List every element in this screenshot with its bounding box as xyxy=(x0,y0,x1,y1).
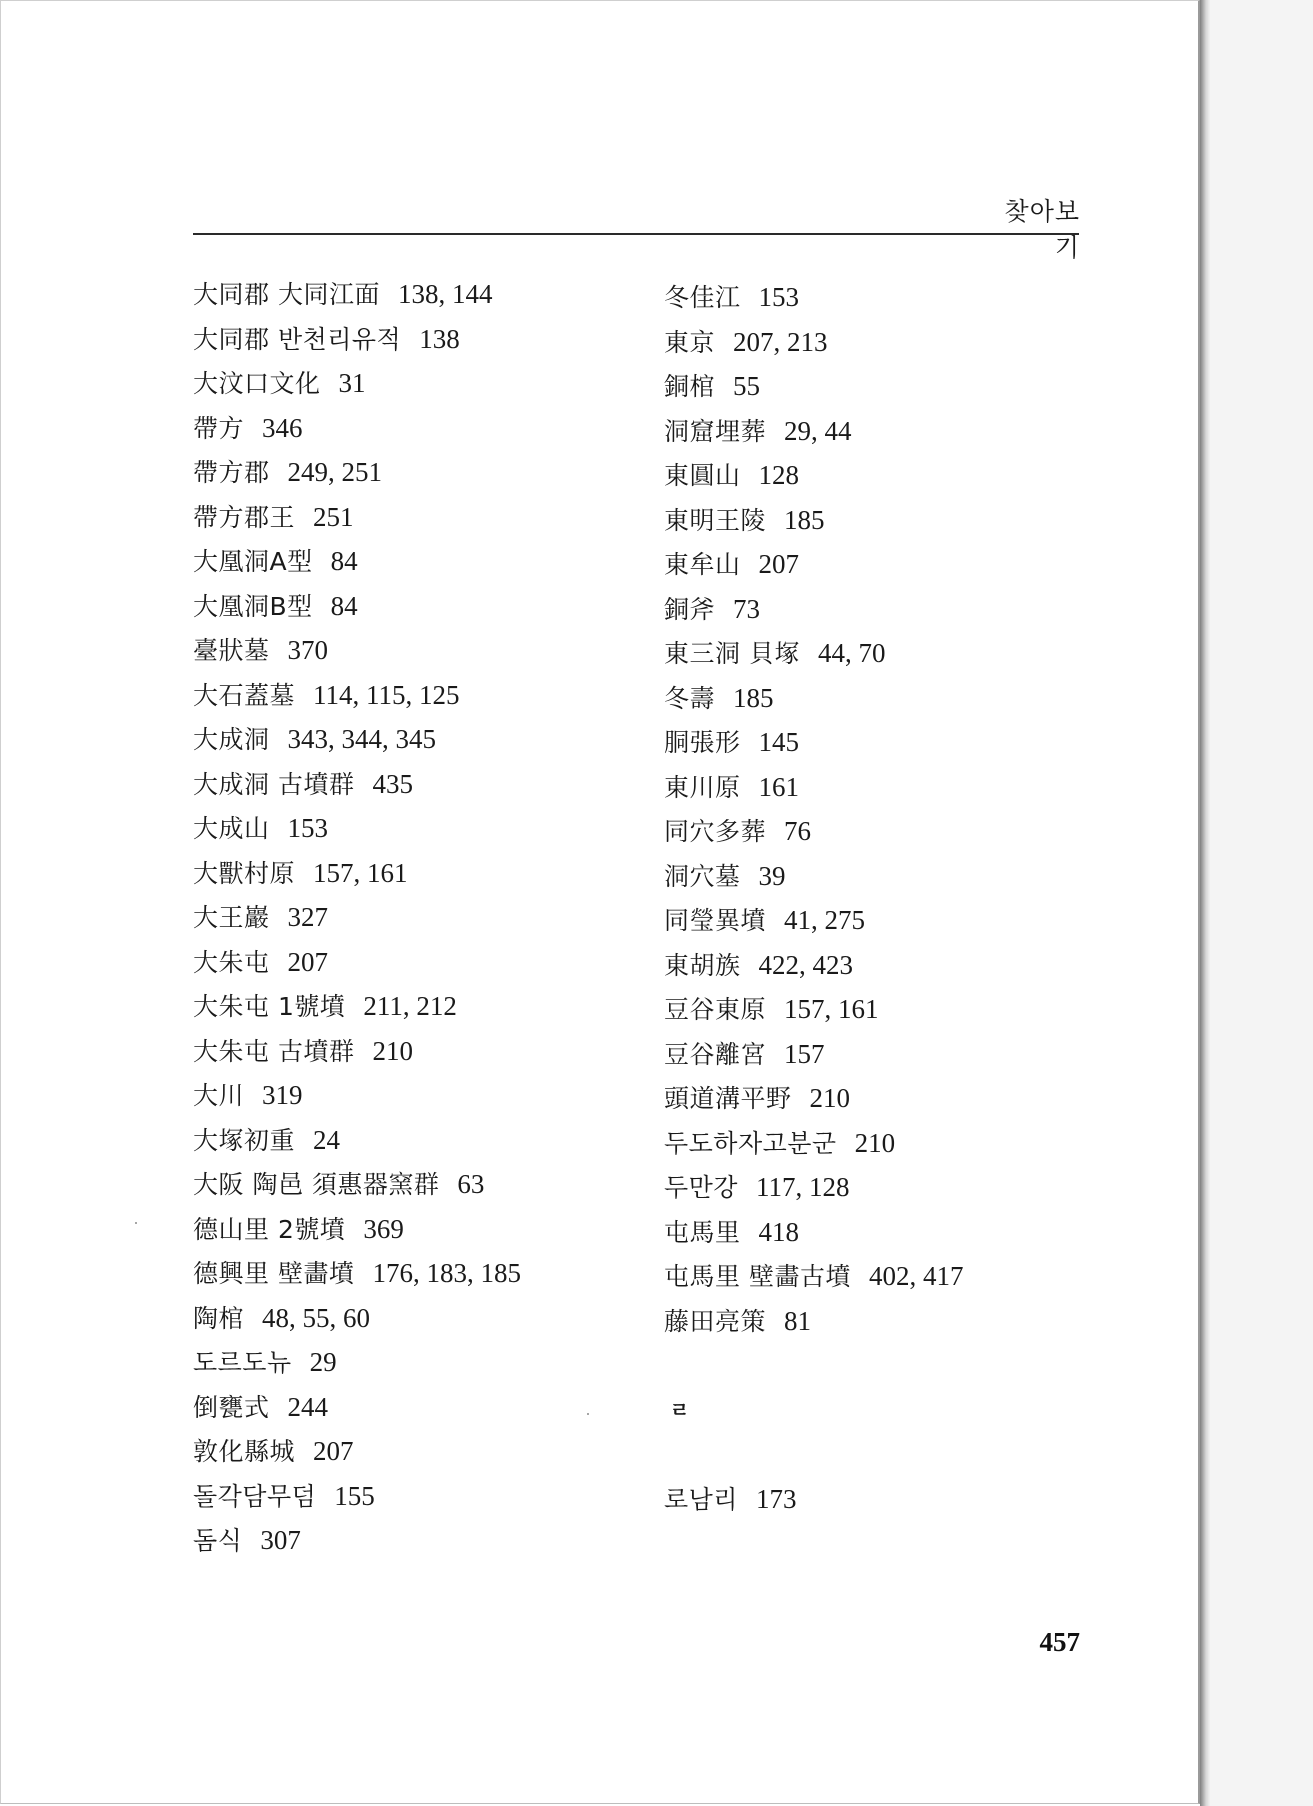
index-term: 胴張形 xyxy=(664,728,741,757)
index-pages: 418 xyxy=(758,1216,800,1247)
index-pages: 307 xyxy=(260,1525,301,1555)
index-term: 大獸村原 xyxy=(193,858,296,888)
index-term: 豆谷離宮 xyxy=(664,1039,767,1069)
index-pages: 173 xyxy=(755,1483,797,1514)
index-pages: 207 xyxy=(287,946,329,977)
index-term: 大王巖 xyxy=(193,903,270,932)
index-pages: 63 xyxy=(457,1169,485,1199)
index-pages: 176, 183, 185 xyxy=(372,1258,521,1288)
index-term: 屯馬里 壁畵古墳 xyxy=(664,1262,851,1291)
index-entry xyxy=(193,717,633,762)
index-entry xyxy=(193,1296,633,1341)
index-term: 德山里 2號墳 xyxy=(193,1214,346,1244)
index-entry xyxy=(664,275,1084,320)
index-pages: 114, 115, 125 xyxy=(313,679,460,710)
page-edge-shadow xyxy=(1200,0,1210,1806)
index-entry xyxy=(664,1254,1084,1299)
index-pages: 29 xyxy=(309,1347,337,1377)
index-pages: 343, 344, 345 xyxy=(287,724,437,754)
index-pages: 157, 161 xyxy=(784,994,879,1024)
index-entry xyxy=(193,272,633,317)
index-entry xyxy=(664,364,1084,409)
index-term: 돌각담무덤 xyxy=(193,1481,317,1511)
index-term: 大汶口文化 xyxy=(193,369,321,398)
index-entry xyxy=(664,720,1084,765)
index-pages: 435 xyxy=(372,768,413,799)
index-term: 大同郡 반천리유적 xyxy=(193,324,402,354)
index-pages: 117, 128 xyxy=(755,1172,850,1202)
index-pages: 153 xyxy=(287,813,329,843)
index-entry xyxy=(193,940,633,985)
index-entry xyxy=(193,673,633,718)
section-gap xyxy=(664,1432,1084,1477)
index-pages: 55 xyxy=(733,371,761,401)
index-entry xyxy=(193,361,633,406)
index-term: 大成山 xyxy=(193,814,270,843)
index-entry xyxy=(193,1162,633,1207)
index-pages: 31 xyxy=(338,368,366,398)
index-entry xyxy=(664,943,1084,988)
index-entry xyxy=(193,1073,633,1118)
index-term: 屯馬里 xyxy=(664,1217,741,1247)
index-pages: 251 xyxy=(313,501,354,532)
index-entry xyxy=(664,1121,1084,1166)
index-entry xyxy=(193,628,633,673)
index-term: 帶方 xyxy=(193,413,245,443)
index-entry xyxy=(193,406,633,451)
index-entry xyxy=(664,1076,1084,1121)
running-head: 찾아보기 xyxy=(1004,197,1080,262)
index-entry xyxy=(664,1032,1084,1077)
index-term: 大朱屯 xyxy=(193,947,270,977)
index-term: 大成洞 古墳群 xyxy=(193,769,355,799)
index-pages: 41, 275 xyxy=(784,905,866,935)
index-pages: 210 xyxy=(372,1035,413,1066)
index-term: 두도하자고분군 xyxy=(664,1128,837,1158)
index-pages: 210 xyxy=(854,1127,896,1158)
index-entry xyxy=(193,806,633,851)
index-entry xyxy=(193,1474,633,1519)
index-term: 東京 xyxy=(664,327,716,357)
index-term: 藤田亮策 xyxy=(664,1306,767,1336)
index-term: 東川原 xyxy=(664,772,741,802)
index-pages: 319 xyxy=(262,1080,303,1110)
index-pages: 138, 144 xyxy=(397,279,493,309)
index-term: 頭道溝平野 xyxy=(664,1084,792,1113)
index-pages: 185 xyxy=(784,504,825,535)
index-term: 銅斧 xyxy=(664,594,716,624)
index-entry xyxy=(664,765,1084,810)
index-entry xyxy=(193,1385,633,1430)
index-term: 大成洞 xyxy=(193,725,270,754)
index-entry xyxy=(664,1477,1084,1522)
index-term: 東三洞 貝塚 xyxy=(664,639,800,668)
index-entry xyxy=(193,1029,633,1074)
index-term: 同瑩異墳 xyxy=(664,906,767,935)
index-term: 豆谷東原 xyxy=(664,995,767,1024)
index-pages: 145 xyxy=(758,727,800,757)
index-pages: 369 xyxy=(363,1213,404,1244)
index-term: 銅棺 xyxy=(664,372,716,401)
index-column-left xyxy=(193,272,633,1563)
index-entry xyxy=(664,320,1084,365)
index-column-right xyxy=(664,275,1084,1521)
index-pages: 249, 251 xyxy=(287,457,383,487)
index-entry xyxy=(193,584,633,629)
index-pages: 155 xyxy=(334,1480,375,1511)
index-entry xyxy=(664,587,1084,632)
index-entry xyxy=(664,453,1084,498)
index-term: 大石蓋墓 xyxy=(193,680,296,710)
index-term: 도르도뉴 xyxy=(193,1348,292,1377)
index-term: 大凰洞A型 xyxy=(193,547,313,576)
index-entry xyxy=(664,809,1084,854)
index-term: 東明王陵 xyxy=(664,505,767,535)
scan-speck xyxy=(135,1222,137,1224)
index-entry xyxy=(664,498,1084,543)
index-term: 東圓山 xyxy=(664,461,741,490)
index-entry xyxy=(193,1118,633,1163)
index-entry xyxy=(193,495,633,540)
index-term: 洞穴墓 xyxy=(664,861,741,891)
scan-speck xyxy=(587,1413,589,1415)
index-term: 大阪 陶邑 須惠器窯群 xyxy=(193,1170,440,1199)
index-term: 로남리 xyxy=(664,1484,738,1514)
index-pages: 207 xyxy=(758,549,800,579)
index-term: 臺狀墓 xyxy=(193,636,270,665)
index-term: 東牟山 xyxy=(664,550,741,579)
index-entry xyxy=(193,1207,633,1252)
index-pages: 185 xyxy=(733,682,774,713)
index-pages: 24 xyxy=(313,1124,341,1155)
index-pages: 153 xyxy=(758,282,800,312)
index-pages: 161 xyxy=(758,771,800,802)
index-entry xyxy=(193,1518,633,1563)
index-term: 帶方郡王 xyxy=(193,502,296,532)
scan-background xyxy=(1210,0,1313,1806)
index-entry xyxy=(193,851,633,896)
index-entry xyxy=(193,762,633,807)
index-entry xyxy=(664,1165,1084,1210)
index-pages: 244 xyxy=(287,1391,329,1422)
index-term: 敦化縣城 xyxy=(193,1437,296,1466)
index-entry xyxy=(664,631,1084,676)
index-pages: 422, 423 xyxy=(758,949,854,980)
index-term: 大川 xyxy=(193,1081,245,1110)
index-pages: 84 xyxy=(330,546,358,576)
index-term: 冬壽 xyxy=(664,683,716,713)
index-pages: 81 xyxy=(784,1305,812,1336)
index-entry xyxy=(664,542,1084,587)
index-term: 大朱屯 1號墳 xyxy=(193,992,346,1021)
index-entry xyxy=(193,984,633,1029)
index-pages: 44, 70 xyxy=(817,638,886,668)
index-term: 大朱屯 古墳群 xyxy=(193,1036,355,1066)
index-term: 德興里 壁畵墳 xyxy=(193,1259,355,1288)
index-pages: 211, 212 xyxy=(363,991,457,1021)
index-pages: 402, 417 xyxy=(868,1261,964,1291)
index-term: 大凰洞B型 xyxy=(193,591,313,621)
page-number: 457 xyxy=(1039,1627,1080,1657)
index-pages: 207, 213 xyxy=(733,326,828,357)
index-pages: 84 xyxy=(330,590,358,621)
index-pages: 29, 44 xyxy=(784,415,852,446)
index-pages: 346 xyxy=(262,412,303,443)
index-pages: 76 xyxy=(784,816,812,846)
index-entry xyxy=(664,898,1084,943)
index-pages: 210 xyxy=(809,1083,851,1113)
index-pages: 73 xyxy=(733,593,761,624)
section-heading-rieul: ㄹ xyxy=(670,1397,690,1422)
index-pages: 128 xyxy=(758,460,800,490)
index-entry xyxy=(193,895,633,940)
index-entry xyxy=(193,1429,633,1474)
index-term: 帶方郡 xyxy=(193,458,270,487)
index-entry xyxy=(193,1251,633,1296)
index-entry xyxy=(664,854,1084,899)
index-term: 陶棺 xyxy=(193,1303,245,1333)
index-pages: 370 xyxy=(287,635,329,665)
index-term: 돔식 xyxy=(193,1526,243,1555)
index-entry xyxy=(664,409,1084,454)
index-entry xyxy=(664,1299,1084,1344)
index-term: 東胡族 xyxy=(664,950,741,980)
index-entry xyxy=(664,987,1084,1032)
index-pages: 39 xyxy=(758,860,786,891)
section-gap xyxy=(664,1343,1084,1388)
index-term: 同穴多葬 xyxy=(664,817,767,846)
index-pages: 138 xyxy=(419,323,460,354)
index-entry xyxy=(193,317,633,362)
index-pages: 207 xyxy=(313,1436,354,1466)
index-term: 洞窟埋葬 xyxy=(664,416,767,446)
index-term: 두만강 xyxy=(664,1173,738,1202)
index-pages: 157 xyxy=(784,1038,825,1069)
index-term: 大同郡 大同江面 xyxy=(193,280,380,309)
index-entry xyxy=(193,450,633,495)
index-pages: 327 xyxy=(287,902,329,932)
index-term: 冬佳江 xyxy=(664,283,741,312)
index-term: 大塚初重 xyxy=(193,1125,296,1155)
header-rule xyxy=(193,233,1079,235)
index-pages: 157, 161 xyxy=(313,857,408,888)
index-entry xyxy=(664,1210,1084,1255)
index-entry xyxy=(193,539,633,584)
index-entry xyxy=(193,1340,633,1385)
index-entry xyxy=(664,676,1084,721)
index-pages: 48, 55, 60 xyxy=(262,1302,371,1333)
index-term: 倒甕式 xyxy=(193,1392,270,1422)
